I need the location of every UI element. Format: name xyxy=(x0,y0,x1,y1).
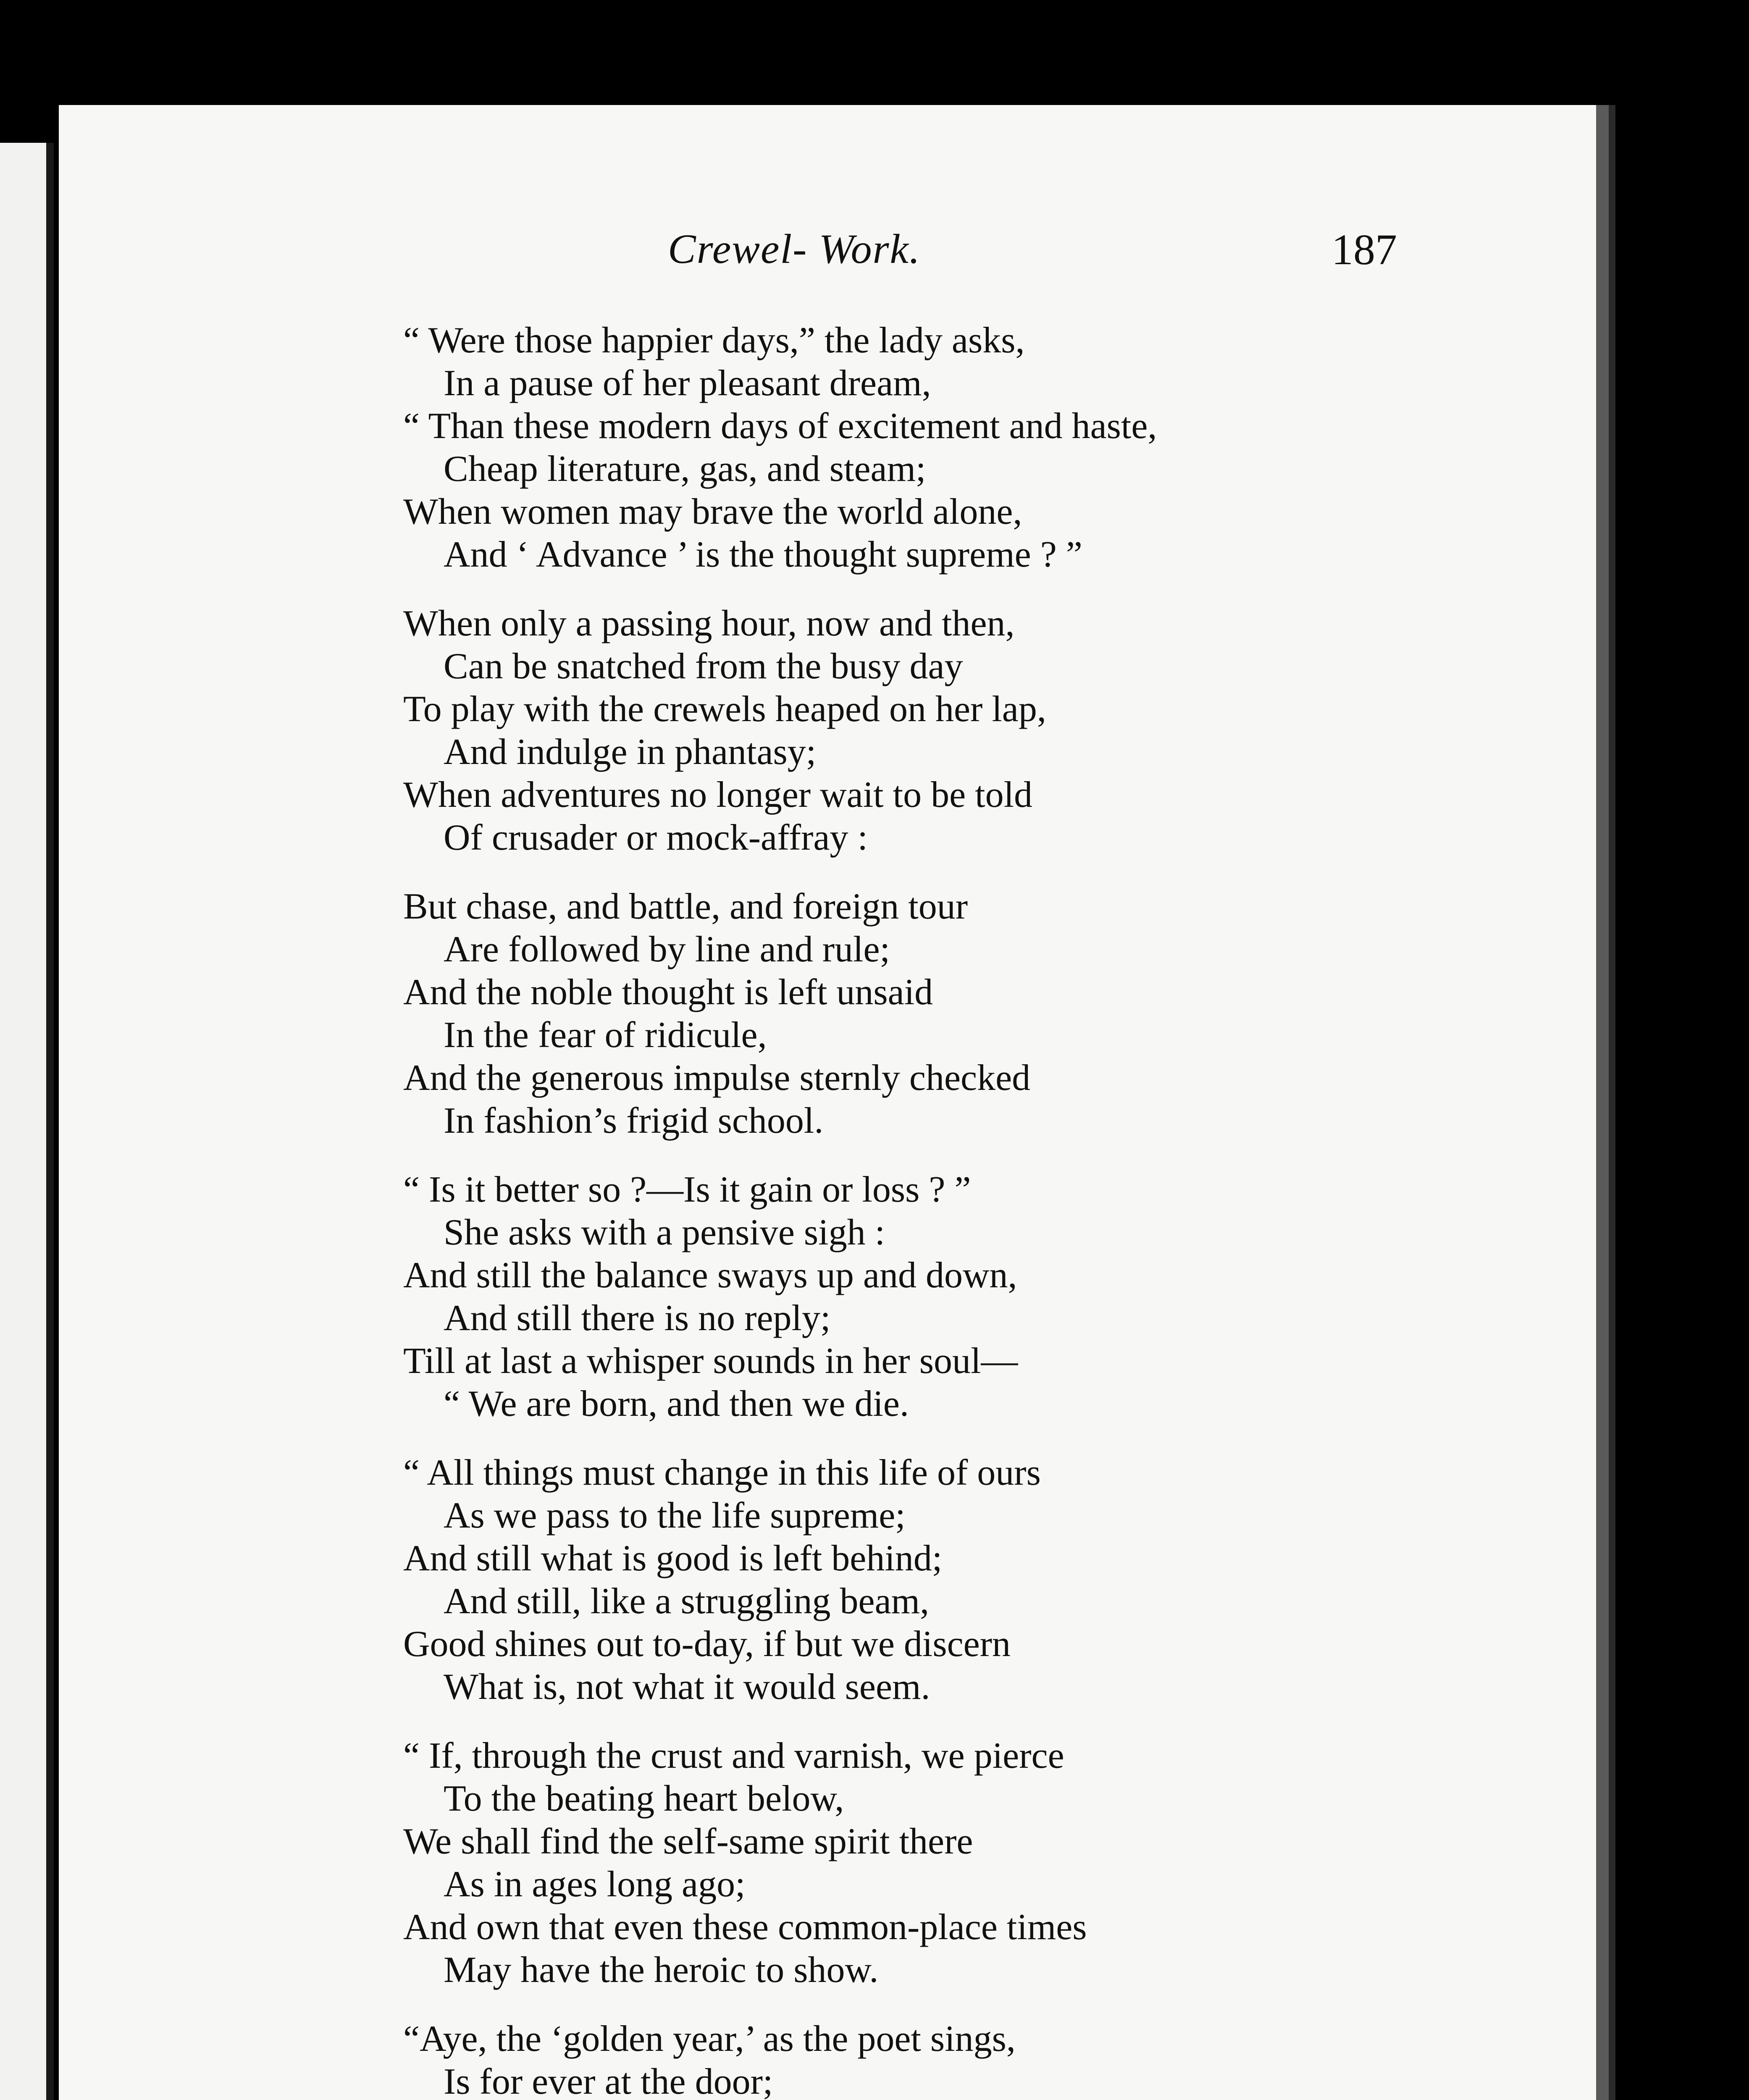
poem-line: As we pass to the life supreme; xyxy=(444,1495,906,1536)
poem-line: And ‘ Advance ’ is the thought supreme ? ” xyxy=(444,534,1082,575)
poem-line: When only a passing hour, now and then, xyxy=(403,603,1015,644)
stanza xyxy=(403,1735,1453,1992)
page-edge-shadow xyxy=(1596,105,1609,2100)
stanza xyxy=(403,602,1453,859)
poem-line: When adventures no longer wait to be told xyxy=(403,774,1033,815)
poem-line: In a pause of her pleasant dream, xyxy=(444,363,931,404)
poem-line: “ We are born, and then we die. xyxy=(444,1383,909,1424)
stanza xyxy=(403,2018,1453,2100)
poem-line: Till at last a whisper sounds in her soul— xyxy=(403,1341,1018,1381)
poem-line: Cheap literature, gas, and steam; xyxy=(444,449,926,489)
poem-line: May have the heroic to show. xyxy=(444,1950,879,1990)
poem-line: Of crusader or mock-affray : xyxy=(444,817,868,858)
poem-line: To the beating heart below, xyxy=(444,1778,844,1819)
stanza xyxy=(403,885,1453,1142)
stanza xyxy=(403,1452,1453,1709)
poem-line: “ All things must change in this life of ours xyxy=(403,1452,1041,1493)
poem-line: And indulge in phantasy; xyxy=(444,732,817,772)
poem-line: She asks with a pensive sigh : xyxy=(444,1212,885,1253)
poem-line: Is for ever at the door; xyxy=(444,2061,773,2100)
poem-line: And still there is no reply; xyxy=(444,1298,831,1339)
running-head-title: Crewel- Work. xyxy=(668,226,921,272)
facing-page-edge xyxy=(0,143,54,2100)
poem-line: Good shines out to-day, if but we discern xyxy=(403,1624,1011,1664)
poem-line: When women may brave the world alone, xyxy=(403,491,1022,532)
poem-line: Can be snatched from the busy day xyxy=(444,646,963,687)
poem-line: To play with the crewels heaped on her lap, xyxy=(403,689,1046,730)
poem-line: “ Is it better so ?—Is it gain or loss ? ” xyxy=(403,1169,971,1210)
poem-line: But chase, and battle, and foreign tour xyxy=(403,886,968,927)
poem-line: “ Than these modern days of excitement and haste, xyxy=(403,406,1157,446)
poem-line: We shall find the self-same spirit there xyxy=(403,1821,973,1862)
poem-line: As in ages long ago; xyxy=(444,1864,746,1905)
poem-line: In the fear of ridicule, xyxy=(444,1015,767,1055)
poem-body xyxy=(403,319,1453,2100)
poem-line: “ Were those happier days,” the lady asks, xyxy=(403,320,1025,361)
stanza xyxy=(403,1168,1453,1425)
stanza xyxy=(403,319,1453,576)
poem-line: And the noble thought is left unsaid xyxy=(403,972,933,1013)
poem-line: “ If, through the crust and varnish, we pierce xyxy=(403,1735,1064,1776)
poem-line: And still the balance sways up and down, xyxy=(403,1255,1017,1296)
poem-line: And still what is good is left behind; xyxy=(403,1538,943,1579)
poem-line: Are followed by line and rule; xyxy=(444,929,890,970)
poem-line: And the generous impulse sternly checked xyxy=(403,1058,1031,1098)
poem-line: And still, like a struggling beam, xyxy=(444,1581,930,1622)
poem-line: In fashion’s frigid school. xyxy=(444,1100,824,1141)
poem-line: And own that even these common-place times xyxy=(403,1907,1087,1948)
poem-line: What is, not what it would seem. xyxy=(444,1667,930,1707)
poem-line: “Aye, the ‘golden year,’ as the poet sings, xyxy=(403,2019,1016,2059)
page-number: 187 xyxy=(1331,226,1397,274)
